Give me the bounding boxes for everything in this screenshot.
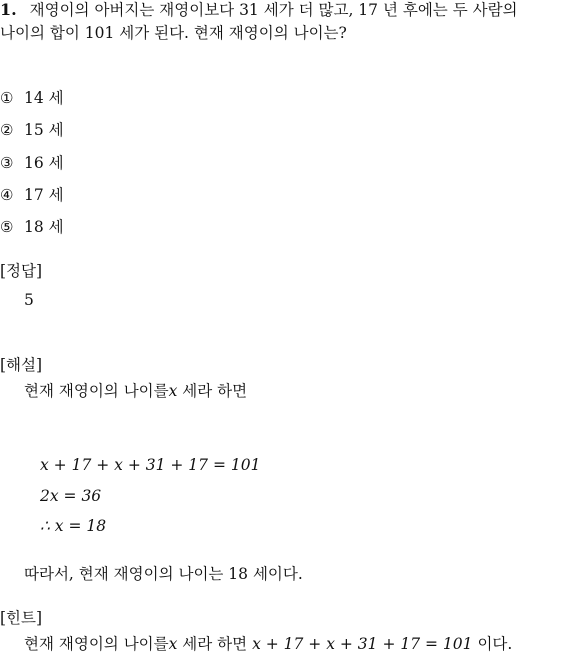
hint-text (24, 634, 512, 654)
question-text-1: 재영이의 아버지는 재영이보다 31 세가 더 많고, 17 년 후에는 두 사람의 (29, 1, 518, 19)
answer-label: [정답] (0, 262, 43, 280)
option-5[interactable] (0, 217, 64, 237)
answer-value: 5 (24, 291, 34, 309)
explanation-variable: x (168, 382, 178, 400)
hint-label: [힌트] (0, 609, 43, 627)
hint-variable: x (168, 635, 178, 653)
equation-3: ∴ x = 18 (40, 517, 107, 535)
option-mark-2: ② (0, 121, 14, 139)
option-3[interactable] (0, 153, 64, 173)
option-text-1: 14 세 (24, 89, 64, 107)
explanation-intro-text: 현재 재영이의 나이를 (24, 382, 169, 400)
explanation-intro-tail: 세라 하면 (177, 382, 248, 400)
option-mark-1: ① (0, 89, 14, 107)
option-mark-3: ③ (0, 154, 14, 172)
option-text-3: 16 세 (24, 154, 64, 172)
question-line-2 (0, 23, 347, 43)
explanation-conclusion: 따라서, 현재 재영이의 나이는 18 세이다. (24, 565, 303, 583)
option-mark-5: ⑤ (0, 218, 14, 236)
option-mark-4: ④ (0, 186, 14, 204)
hint-text-c: 이다. (472, 635, 513, 653)
explanation-label: [해설] (0, 356, 43, 374)
hint-equation: x + 17 + x + 31 + 17 = 101 (252, 635, 473, 653)
option-text-2: 15 세 (24, 121, 64, 139)
explanation-intro (24, 381, 247, 401)
option-text-5: 18 세 (24, 218, 64, 236)
equation-1: x + 17 + x + 31 + 17 = 101 (40, 456, 261, 474)
question-number: 1. (0, 0, 17, 19)
option-4[interactable] (0, 185, 64, 205)
question-line-1 (0, 0, 518, 20)
hint-text-a: 현재 재영이의 나이를 (24, 635, 169, 653)
hint-text-b: 세라 하면 (177, 635, 253, 653)
option-1[interactable] (0, 88, 64, 108)
option-2[interactable] (0, 120, 64, 140)
question-text-2: 나이의 합이 101 세가 된다. 현재 재영이의 나이는? (0, 24, 347, 42)
option-text-4: 17 세 (24, 186, 64, 204)
equation-2: 2x = 36 (40, 487, 102, 505)
